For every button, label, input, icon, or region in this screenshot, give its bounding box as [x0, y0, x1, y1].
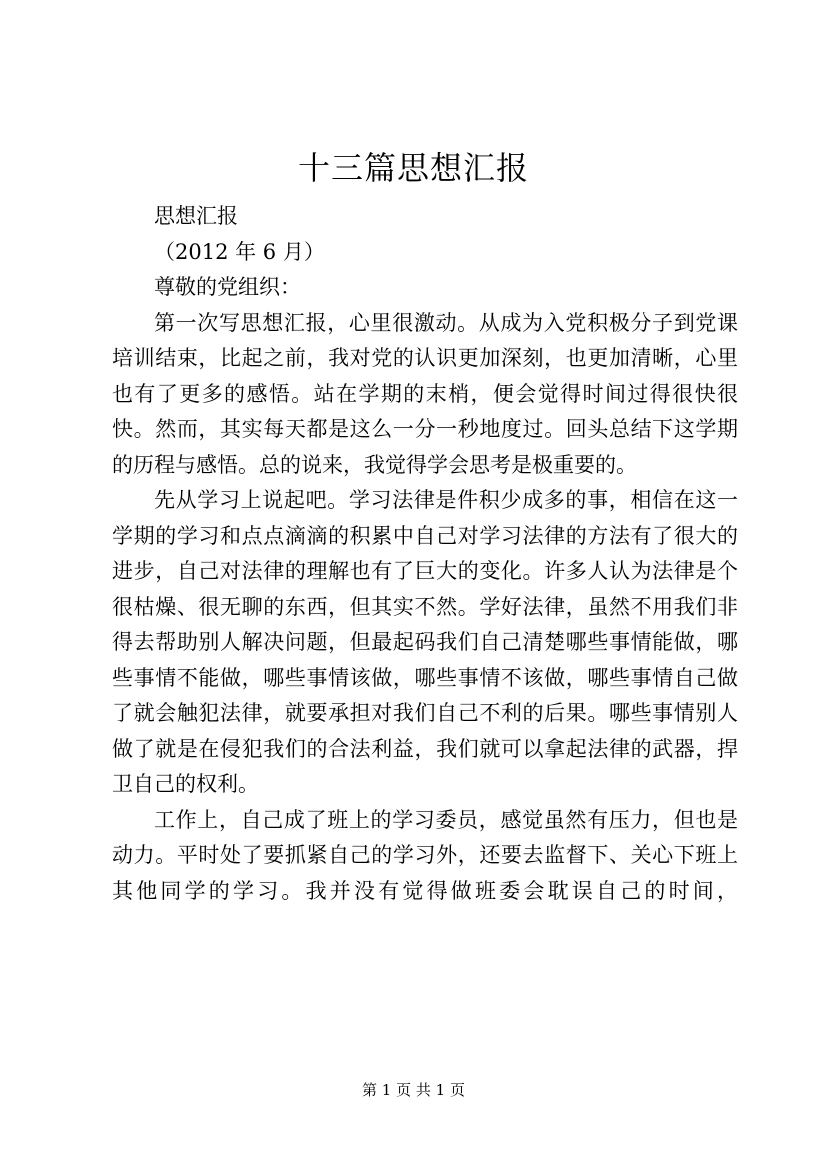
salutation: 尊敬的党组织： [154, 275, 301, 299]
document-title: 十三篇思想汇报 [297, 149, 529, 187]
paragraph-1: 第一次写思想汇报，心里很激动。从成为入党积极分子到党课培训结束，比起之前，我对党的认识更加深刻，也更加清晰，心里也有了更多的感悟。站在学期的末梢，便会觉得时间过得很快很快。然而，其实每天都是这么一分一秒地度过。回头总结下这学期的历程与感悟。总的说来，我觉得学会思考是极重要的。 [112, 310, 738, 477]
report-heading: 思想汇报 [154, 204, 238, 228]
paragraph-3: 工作上，自己成了班上的学习委员，感觉虽然有压力，但也是动力。平时处了要抓紧自己的学习外，还要去监督下、关心下班上其他同学的学习。我并没有觉得做班委会耽误自己的时间， [112, 807, 738, 903]
paragraph-2: 先从学习上说起吧。学习法律是件积少成多的事，相信在这一学期的学习和点点滴滴的积累中自己对学习法律的方法有了很大的进步，自己对法律的理解也有了巨大的变化。许多人认为法律是个很枯燥、很无聊的东西，但其实不然。学好法律，虽然不用我们非得去帮助别人解决问题，但最起码我们自己清楚哪些事情能做，哪些事情不能做，哪些事情该做，哪些事情不该做，哪些事情自己做了就会触犯法律，就要承担对我们自己不利的后果。哪些事情别人做了就是在侵犯我们的合法利益，我们就可以拿起法律的武器，捍卫自己的权利。 [112, 488, 738, 796]
document-body [112, 199, 738, 909]
report-date: （2012 年 6 月） [154, 239, 325, 264]
page-footer: 第 1 页 共 1 页 [362, 1081, 465, 1099]
